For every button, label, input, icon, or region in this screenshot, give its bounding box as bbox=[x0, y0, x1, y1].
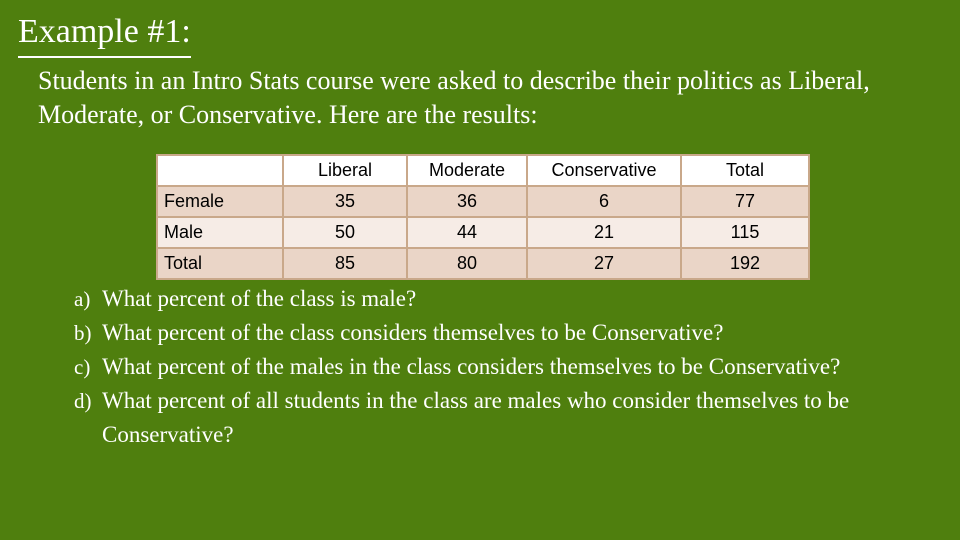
table-cell: 44 bbox=[407, 217, 527, 248]
table-cell: 6 bbox=[527, 186, 681, 217]
question-item bbox=[74, 316, 874, 350]
table-header-cell: Conservative bbox=[527, 155, 681, 186]
row-label: Male bbox=[157, 217, 283, 248]
question-item bbox=[74, 350, 874, 384]
table-cell: 50 bbox=[283, 217, 407, 248]
table-header-cell: Moderate bbox=[407, 155, 527, 186]
table-cell: 27 bbox=[527, 248, 681, 279]
table-header-cell: Total bbox=[681, 155, 809, 186]
slide-title: Example #1: bbox=[18, 10, 191, 58]
table-row bbox=[157, 217, 809, 248]
table-cell: 35 bbox=[283, 186, 407, 217]
question-text: What percent of the males in the class considers themselves to be Conservative? bbox=[102, 354, 841, 379]
intro-text: Students in an Intro Stats course were asked to describe their politics as Liberal, Moderate, or Conservative. Here are the results: bbox=[38, 66, 870, 129]
question-text: What percent of the class is male? bbox=[102, 286, 417, 311]
table-cell: 36 bbox=[407, 186, 527, 217]
table-header-row bbox=[157, 155, 809, 186]
table-header-cell: Liberal bbox=[283, 155, 407, 186]
table-cell: 21 bbox=[527, 217, 681, 248]
question-label: c) bbox=[74, 355, 91, 379]
results-table bbox=[156, 154, 810, 280]
row-label: Female bbox=[157, 186, 283, 217]
table-cell: 80 bbox=[407, 248, 527, 279]
question-label: d) bbox=[74, 389, 92, 413]
question-label: a) bbox=[74, 287, 91, 311]
question-item bbox=[74, 282, 874, 316]
table-cell: 115 bbox=[681, 217, 809, 248]
question-item bbox=[74, 384, 874, 452]
table-cell: 85 bbox=[283, 248, 407, 279]
row-label: Total bbox=[157, 248, 283, 279]
question-label: b) bbox=[74, 321, 92, 345]
table-cell: 77 bbox=[681, 186, 809, 217]
table-cell: 192 bbox=[681, 248, 809, 279]
question-text: What percent of all students in the class are males who consider themselves to be Conservative? bbox=[102, 388, 850, 447]
question-list bbox=[74, 282, 874, 452]
question-text: What percent of the class considers themselves to be Conservative? bbox=[102, 320, 724, 345]
table-row bbox=[157, 186, 809, 217]
table-header-cell bbox=[157, 155, 283, 186]
table-row bbox=[157, 248, 809, 279]
